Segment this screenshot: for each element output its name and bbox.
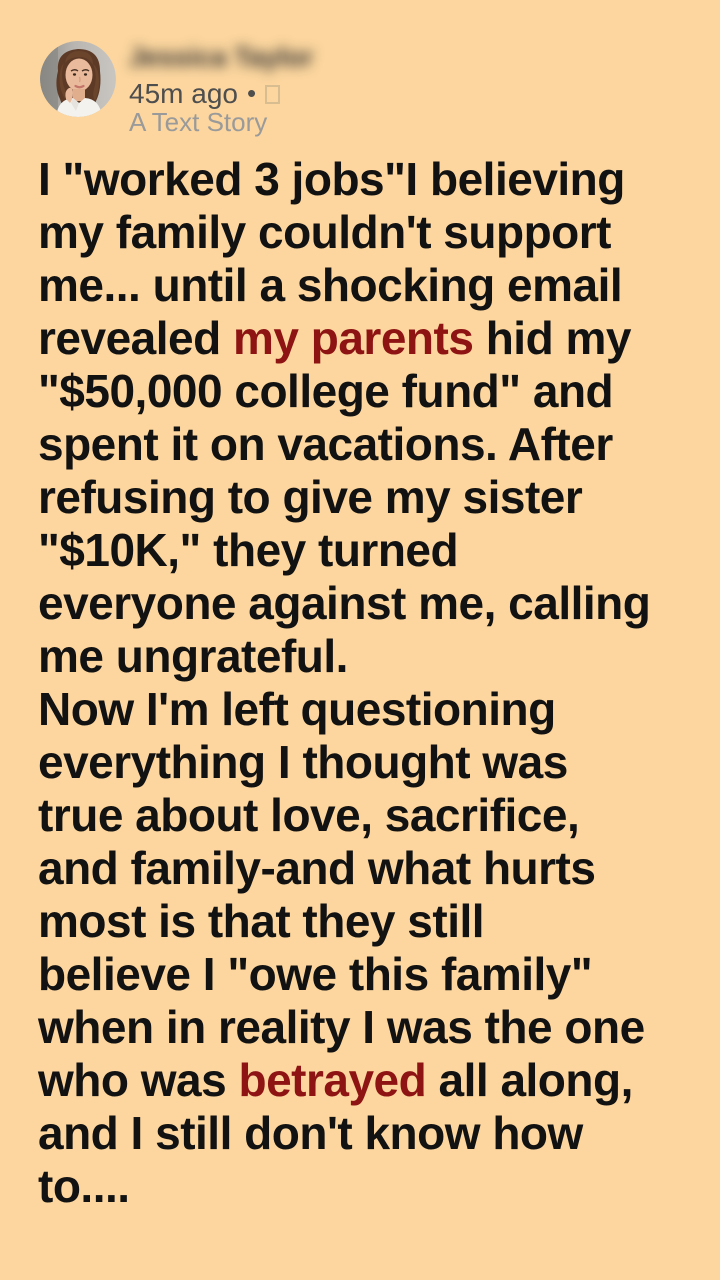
avatar[interactable]: [40, 41, 116, 117]
highlighted-phrase: my parents: [232, 312, 474, 364]
story-line: [38, 312, 710, 365]
story-line: [38, 365, 710, 418]
story-line: [38, 948, 710, 1001]
story-segment: spent it on vacations. After: [38, 418, 613, 470]
story-line: [38, 153, 710, 206]
post-subtitle: A Text Story: [129, 107, 268, 137]
story-segment: everything I thought was: [38, 736, 568, 788]
timestamp: 45m ago: [129, 78, 238, 109]
highlighted-phrase: betrayed: [238, 1054, 427, 1106]
story-line: [38, 1160, 710, 1213]
story-segment: most is that they still: [38, 895, 485, 947]
story-segment: revealed: [38, 312, 233, 364]
story-segment: hid my: [473, 312, 631, 364]
story-line: [38, 1054, 710, 1107]
story-segment: when in reality I was the one: [38, 1001, 645, 1053]
story-segment: refusing to give my sister: [38, 471, 583, 523]
story-line: [38, 206, 710, 259]
story-line: [38, 1107, 710, 1160]
story-line: [38, 842, 710, 895]
story-segment: "$10K," they turned: [38, 524, 459, 576]
story-line: [38, 471, 710, 524]
story-text: [38, 153, 710, 1213]
header-text-block: [129, 41, 313, 136]
story-line: [38, 630, 710, 683]
woman-portrait-image: [40, 41, 116, 117]
story-line: [38, 577, 710, 630]
story-segment: all along,: [426, 1054, 633, 1106]
story-segment: me ungrateful.: [38, 630, 348, 682]
post-meta: [129, 79, 313, 108]
story-segment: believe I "owe this family": [38, 948, 593, 1000]
story-segment: who was: [38, 1054, 239, 1106]
story-segment: and I still don't know how: [38, 1107, 583, 1159]
story-line: [38, 683, 710, 736]
story-line: [38, 736, 710, 789]
story-segment: to....: [38, 1160, 130, 1212]
post-header: [40, 41, 313, 136]
story-segment: true about love, sacrifice,: [38, 789, 580, 841]
story-line: [38, 418, 710, 471]
story-segment: "$50,000 college fund" and: [38, 365, 614, 417]
story-line: [38, 789, 710, 842]
story-line: [38, 895, 710, 948]
story-segment: Now I'm left questioning: [38, 683, 556, 735]
story-line: [38, 259, 710, 312]
story-segment: me... until a shocking email: [38, 259, 623, 311]
story-segment: and family-and what hurts: [38, 842, 596, 894]
story-segment: everyone against me, calling: [38, 577, 651, 629]
author-name[interactable]: Jessica Taylor: [129, 42, 314, 72]
story-segment: I "worked 3 jobs"I believing: [38, 153, 625, 205]
separator-dot: •: [246, 78, 257, 108]
story-line: [38, 1001, 710, 1054]
audience-missing-glyph-icon: [265, 85, 280, 104]
story-segment: my family couldn't support: [38, 206, 611, 258]
story-line: [38, 524, 710, 577]
